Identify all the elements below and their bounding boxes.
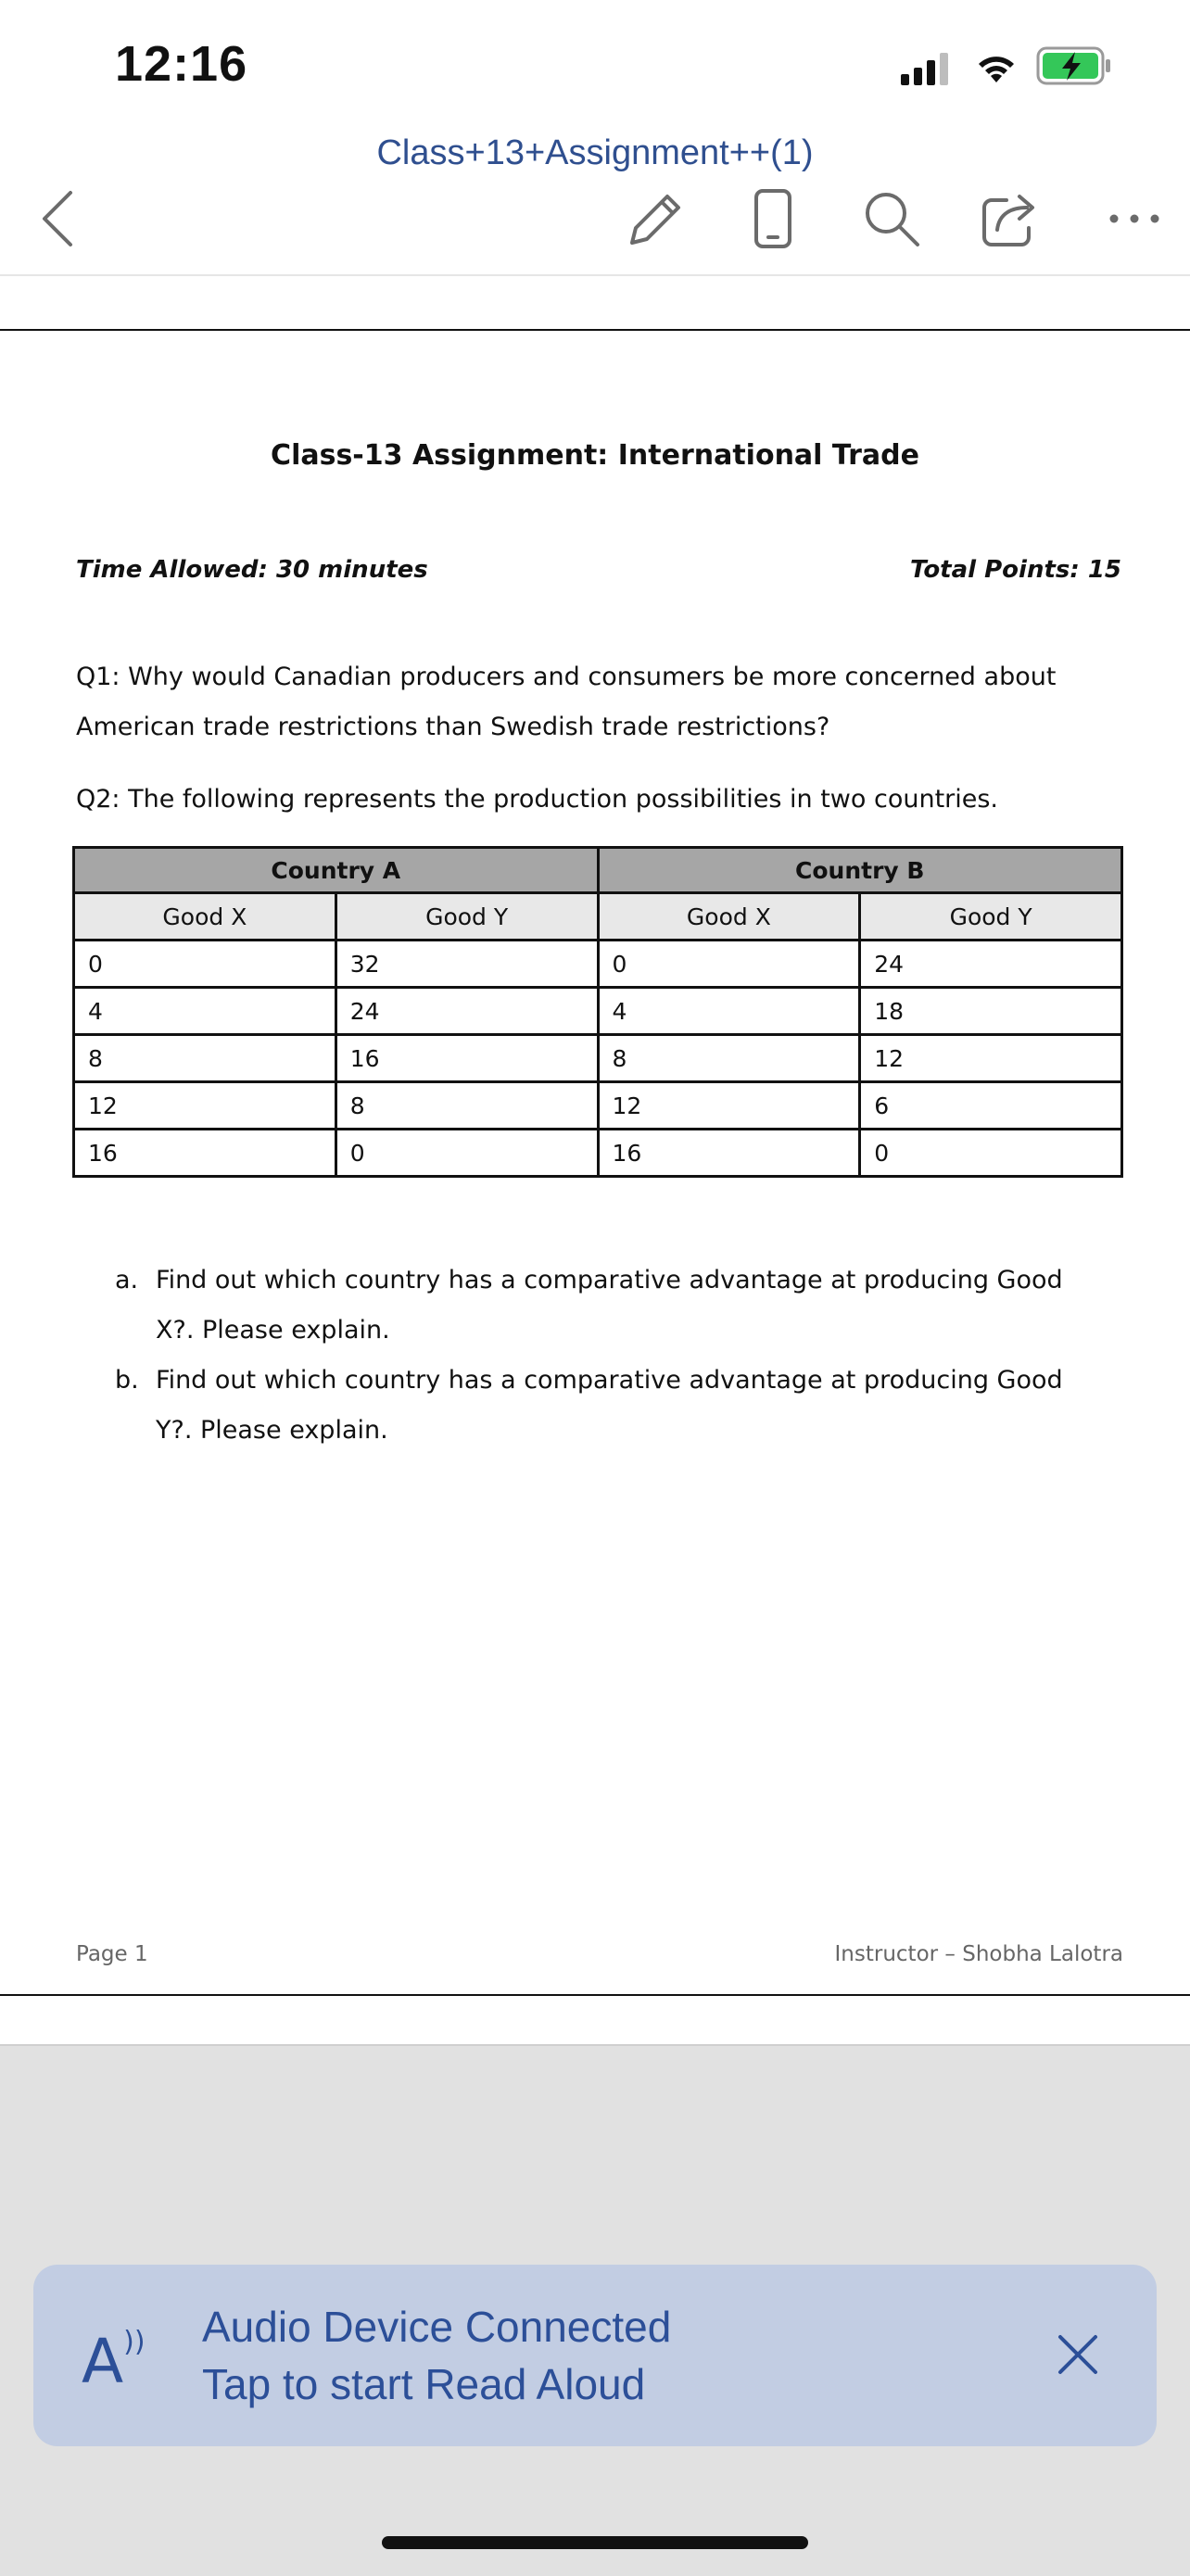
table-goods-header-row: [74, 893, 1122, 941]
col-header-good-y-b: Good Y: [860, 893, 1122, 941]
page-number: Page 1: [76, 1942, 148, 1966]
table-cell: 0: [860, 1130, 1122, 1177]
table-cell: 16: [598, 1130, 860, 1177]
table-cell: 12: [74, 1082, 336, 1130]
table-cell: 0: [598, 941, 860, 988]
table-cell: 16: [74, 1130, 336, 1177]
table-row: [74, 1130, 1122, 1177]
instructor-footer: Instructor – Shobha Lalotra: [834, 1942, 1123, 1966]
table-cell: 16: [335, 1035, 598, 1082]
search-icon[interactable]: [858, 185, 925, 252]
wifi-icon: [973, 48, 1019, 85]
home-indicator[interactable]: [382, 2536, 808, 2549]
col-header-good-y-a: Good Y: [335, 893, 598, 941]
banner-subtitle[interactable]: Tap to start Read Aloud: [202, 2360, 646, 2408]
chevron-left-icon[interactable]: [26, 185, 93, 252]
pencil-icon[interactable]: [621, 185, 688, 252]
question-1: Q1: Why would Canadian producers and consumers be more concerned about American trade restrictions than Swedish trade restrictions?: [76, 663, 1057, 741]
list-item: [115, 1356, 1107, 1456]
assignment-title: Class-13 Assignment: International Trade: [271, 439, 919, 472]
header-separator: [0, 274, 1190, 276]
time-allowed: Time Allowed: 30 minutes: [76, 556, 428, 584]
col-header-good-x-b: Good X: [598, 893, 860, 941]
table-cell: 8: [335, 1082, 598, 1130]
table-row: [74, 1035, 1122, 1082]
table-cell: 24: [335, 988, 598, 1035]
table-country-header-row: [74, 848, 1122, 893]
table-cell: 4: [74, 988, 336, 1035]
read-aloud-icon: A)): [82, 2326, 146, 2397]
table-cell: 24: [860, 941, 1122, 988]
signal-icon: [899, 50, 955, 87]
table-cell: 0: [335, 1130, 598, 1177]
total-points: Total Points: 15: [909, 556, 1121, 584]
more-icon[interactable]: [1101, 185, 1168, 252]
table-cell: 32: [335, 941, 598, 988]
list-item: [115, 1256, 1107, 1356]
battery-charging-icon: [1036, 46, 1114, 87]
list-item-label: b.: [115, 1366, 139, 1395]
table-cell: 8: [74, 1035, 336, 1082]
table-cell: 18: [860, 988, 1122, 1035]
table-cell: 6: [860, 1082, 1122, 1130]
banner-title: Audio Device Connected: [202, 2303, 672, 2351]
document-title[interactable]: Class+13+Assignment++(1): [376, 133, 814, 172]
table-cell: 4: [598, 988, 860, 1035]
table-cell: 0: [74, 941, 336, 988]
country-b-header: Country B: [598, 848, 1122, 893]
share-icon[interactable]: [977, 185, 1044, 252]
page-bottom-border: [0, 1994, 1190, 1996]
production-possibilities-table: [72, 846, 1123, 1178]
phone-icon[interactable]: [740, 185, 806, 252]
question-2: Q2: The following represents the production possibilities in two countries.: [76, 785, 999, 814]
table-cell: 12: [860, 1035, 1122, 1082]
list-item-label: a.: [115, 1266, 139, 1294]
table-cell: 12: [598, 1082, 860, 1130]
col-header-good-x-a: Good X: [74, 893, 336, 941]
status-time: 12:16: [115, 36, 248, 92]
list-item-text: Find out which country has a comparative advantage at producing Good X?. Please explain.: [156, 1266, 1063, 1345]
table-row: [74, 1082, 1122, 1130]
table-cell: 8: [598, 1035, 860, 1082]
table-row: [74, 941, 1122, 988]
read-aloud-banner[interactable]: [33, 2265, 1157, 2446]
table-row: [74, 988, 1122, 1035]
country-a-header: Country A: [74, 848, 599, 893]
list-item-text: Find out which country has a comparative advantage at producing Good Y?. Please explain.: [156, 1366, 1063, 1445]
close-icon[interactable]: [1045, 2322, 1110, 2387]
page-top-border: [0, 329, 1190, 331]
